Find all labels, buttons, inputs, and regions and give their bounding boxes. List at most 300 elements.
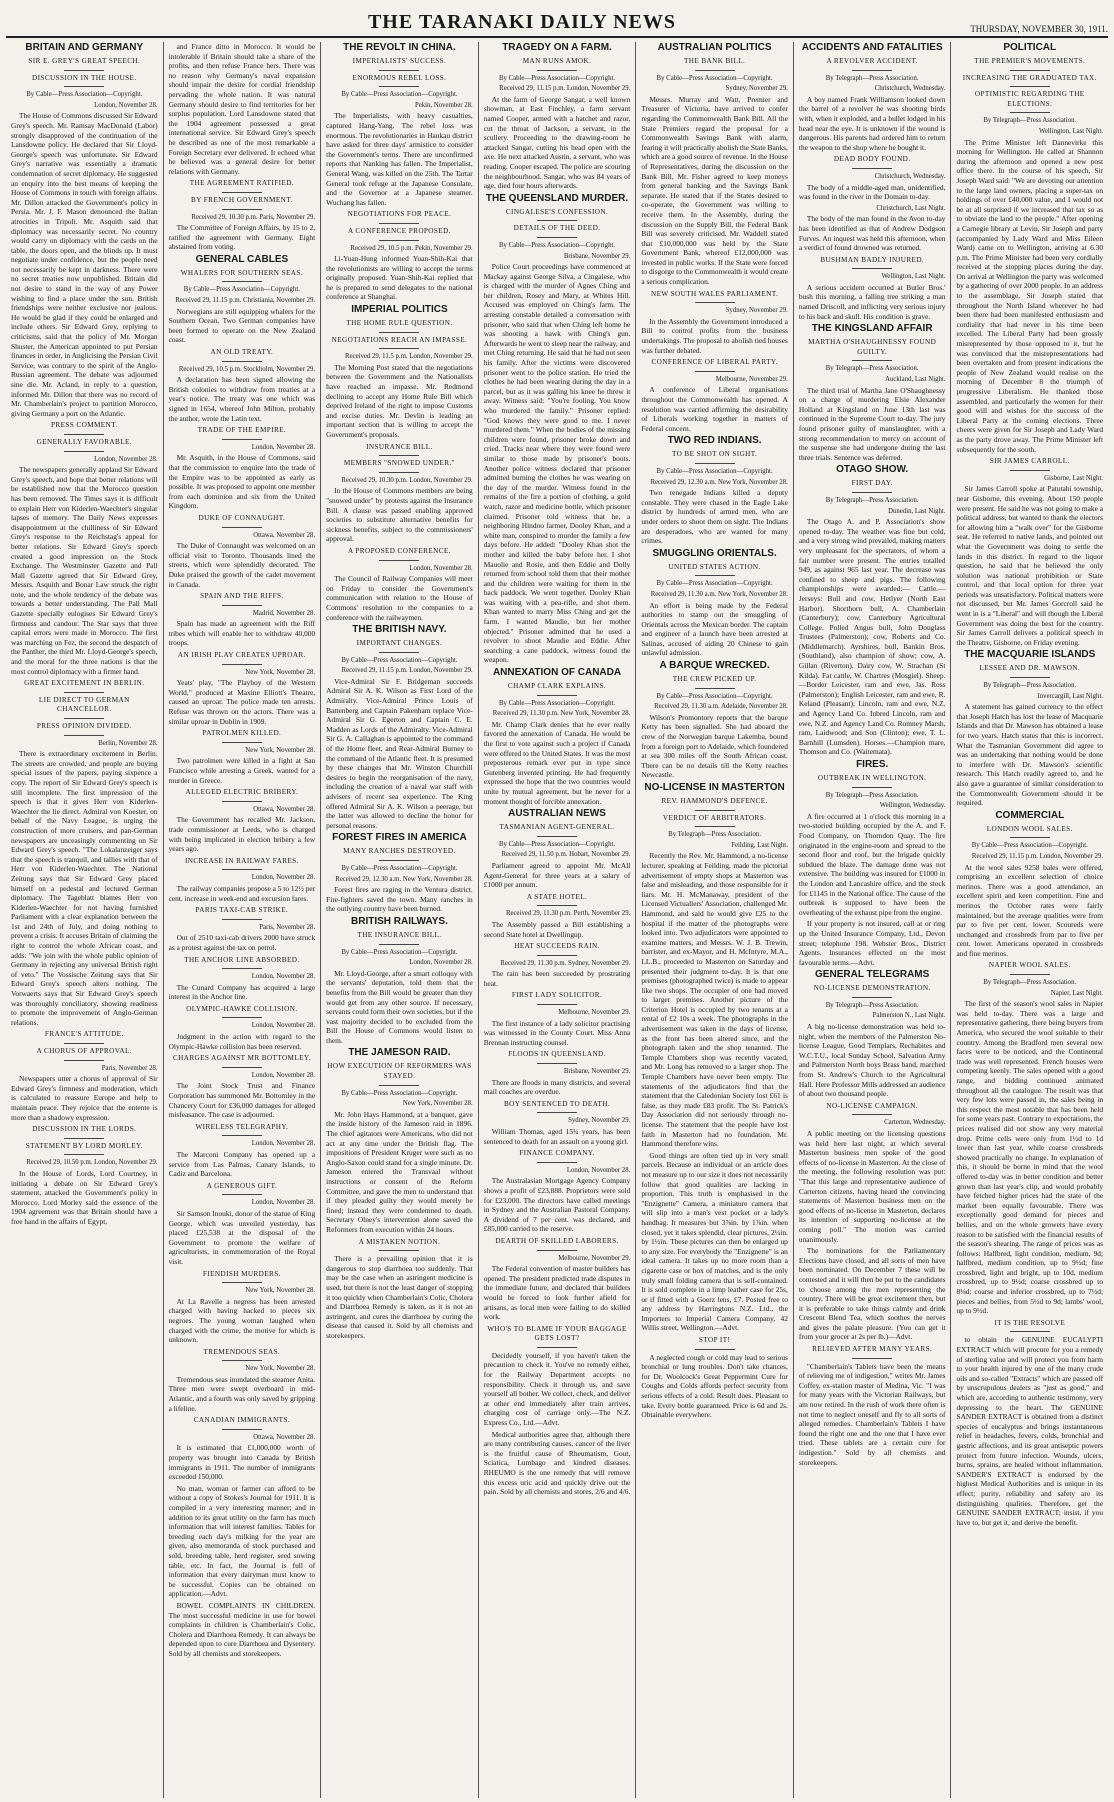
divider bbox=[379, 86, 419, 87]
article-subheading: FRANCE'S ATTITUDE. bbox=[44, 1030, 124, 1039]
article-body: Forest fires are raging in the Ventura district. Fire-fighters saved the town. Many ranches in the outlying country have been burned. bbox=[326, 885, 473, 914]
article-byline: By Cable—Press Association—Copyright. bbox=[971, 842, 1088, 850]
article-subheading: A REVOLVER ACCIDENT. bbox=[826, 57, 918, 65]
article-body: The Otago A. and P. Association's show opened to-day. The weather was fine but cold, and a very strong wind prevailed, making matters very unpleasant for the spectators, of whom a fair number were present. The entries totalled 949, as against 965 last year. The decrease was confined to sheep and pigs. The following championships were awarded:— Cattle.—Jerseys: Bull and cow, Hetlyer (North East Harbor). Shorthorn bull, A. Chamberlain (Canterbury); cow, Canterbury Agricultural College. Polled Angus bull, John Douglass Trustees (Palmerston); cow, Roberts and Co. (Middlemarch). Ayrshires, bull, Bankin Bros. (Southland), also champion of show; cow, A. Gillan (Riverton). Dairy cow, W. Strachan (St Kilda). Fat cattle, W. Chartres (Mosgiel). Sheep.—Border Leicester, ram and ewe, Jas. Ross (Palmerston); English Leicester, ram and ewe, R. Keland (Pleasant); Lincoln, ram and ewe, N.Z. and Agency Land Co. Inbred Lincoln, ram and ewe, N.Z. and Agency Land Co. Romney Marsh, ram, Laidwood; and Son (Clinton); ewe, T. L. Barnhill (Lumsden). Horses.—Champion mare, Thomson and Co. (Waitemata). bbox=[798, 517, 946, 757]
article bbox=[169, 179, 316, 252]
article-subheading: MEMBERS "SNOWED UNDER." bbox=[343, 459, 455, 468]
article bbox=[326, 1238, 473, 1341]
issue-date: THURSDAY, NOVEMBER 30, 1911. bbox=[970, 24, 1108, 34]
article bbox=[484, 991, 631, 1047]
article-dateline: Received 29, 10.50 p.m. London, November 29. bbox=[26, 1159, 158, 1167]
article-subheading: AN OLD TREATY. bbox=[210, 348, 274, 357]
article bbox=[326, 210, 473, 302]
article-body: Medical authorities agree that, although there are many contributing causes, cancer of the liver is the fruitful cause of Rheumatism, Gout, Sciatica, Lumbago and kindred diseases. RHEUMO is the one remedy that will remove this excess uric acid and quickly drive out the pain. Sold by all chemists and stores, 2/6 and 4/6. bbox=[483, 1429, 631, 1497]
article-dateline: Christchurch, Wednesday. bbox=[874, 85, 946, 93]
article bbox=[484, 1430, 631, 1497]
article-byline: By Cable—Press Association—Copyright. bbox=[341, 1089, 458, 1097]
article-body: Yeats' play, "The Playboy of the Western World," produced at Maxine Elliott's Theatre, caused an uproar. The police made ten arrests. Refuse was thrown on the actors. There was a similar uproar in Dublin in 1909. bbox=[168, 678, 316, 726]
article-dateline: New York, November 28. bbox=[402, 1100, 473, 1108]
divider bbox=[852, 492, 892, 493]
article-dateline: London, November 28. bbox=[251, 1199, 316, 1207]
article bbox=[956, 649, 1103, 807]
article-body: Mr. Asquith, in the House of Commons, said that the commission to enquire into the trade of the Empire was to be appointed as early as possible. It was proposed to appoint one member from each dominion and six from the United Kingdom. bbox=[168, 453, 316, 511]
article-subheading: WHALERS FOR SOUTHERN SEAS. bbox=[180, 268, 303, 277]
article-subheading: A MISTAKEN NOTION. bbox=[358, 1237, 441, 1246]
article-body: The railway companies propose a 5 to 12½ per cent. increase in week-end and excursion fares. bbox=[168, 883, 316, 903]
divider bbox=[222, 919, 262, 920]
article bbox=[799, 204, 946, 253]
article-byline: By Cable—Press Association—Copyright. bbox=[656, 580, 773, 588]
article bbox=[11, 1030, 158, 1122]
article-body: The body of the man found in the Avon to-day has been identified as that of Andrew Dodgson Furves. An inquest was held this afternoon, when a verdict of found drowned was returned. bbox=[798, 214, 946, 253]
article-body: An effort is being made by the Federal authorities to stamp out the smuggling of Orientals across the Mexican border. The captain and engineer of a launch have been arrested at Salinas, accused of aiding 20 Chinese to gain unlawful admission. bbox=[641, 600, 788, 658]
article bbox=[169, 42, 316, 176]
article-dateline: Brisbane, November 29. bbox=[563, 1068, 631, 1076]
column-7 bbox=[951, 42, 1108, 1798]
article-body: A public meeting on the licensing questions was held here last night, at which several Masterton business men spoke of the good effects of no-license in Masterton. At the close of the meeting, the following resolution was put: "That this large and representative audience of Carterton citizens, having heard the convincing statements of Masterton business men on the good effects of no-license in Masterton, declares its intention of supporting no-license at the coming poll." The motion was carried unanimously. bbox=[798, 1129, 946, 1244]
divider bbox=[537, 1250, 577, 1251]
article bbox=[484, 42, 631, 191]
article-subheading: FIRST DAY. bbox=[851, 479, 893, 488]
article-body: The body of a middle-aged man, unidentified, was found in the river in the Domain to-day. bbox=[798, 182, 946, 202]
article bbox=[169, 1005, 316, 1051]
article-body: The Cunard Company has acquired a large interest in the Anchor line. bbox=[168, 982, 316, 1002]
article-subheading: STATEMENT BY LORD MORLEY. bbox=[25, 1141, 143, 1150]
article-subheading: PARIS TAXI-CAB STRIKE. bbox=[195, 906, 289, 915]
article bbox=[169, 956, 316, 1002]
divider bbox=[222, 664, 262, 665]
article bbox=[169, 857, 316, 903]
column-2 bbox=[164, 42, 322, 1798]
article-dateline: Ottawa, November 28. bbox=[253, 531, 316, 539]
article-dateline: Palmerston N., Last Night. bbox=[872, 1012, 946, 1020]
article-body: The Duke of Connaught was welcomed on an official visit to Toronto. Thousands lined the streets, which were splendidly decorated. The Duke praised the growth of the cadet movement in Canada. bbox=[168, 541, 316, 589]
article bbox=[484, 667, 631, 806]
divider bbox=[64, 1060, 104, 1061]
article-body: A fire occurred at 1 o'clock this morning in a two-storied building occupied by the A. and F. Food Company, on Thorndon Quay. The fire originated in the engine-room and spread to the second floor and roof, but the brigade quickly subdued the blaze. The damage done was not extensive. The building was insured for £1000 in the London and Lancashire office, and the stock for £1145 in the National office. The cause of the outbreak is supposed to have been the overheating of the exhaust pipe from the engine. bbox=[798, 811, 946, 917]
article-body: Sir Samson Inouki, donor of the statue of King George, which was unveiled yesterday, has placed £25,538 at the disposal of the Government to promote the welfare of agriculturists, in commemoration of the Royal visit. bbox=[168, 1208, 316, 1266]
divider bbox=[64, 86, 104, 87]
article bbox=[956, 961, 1103, 1315]
article-body: Good things are often tied up in very small parcels. Because an individual or an article does not measure up to our size it does not necessarily follow that good qualities are lacking in proportion. This truth is emphasised in the "Enzignette" Camera, a miniature camera that will slip into a man's vest pocket or a lady's handbag. It measures but 3⅞in. by 1⅞in. when closed, yet it takes splendid, clear pictures, 2¼in. by 1½in. These pictures can then be enlarged up to any size. For everybody the "Enzignette" is an ideal camera. It takes up no more room than a cigarette case or box of matches, and is the only truly small folding camera that is self-contained. It is sold complete in a limp leather case for 25s, or if fitted with a Goerz lens, £7. Posted free to any address by Harringtons N.Z. Ltd., the Importers to Imperial Camera Company, 42 Willis street, Wellington.—Advt. bbox=[641, 1150, 788, 1333]
article-dateline: Melbourne, November 29. bbox=[558, 1254, 631, 1262]
article-subheading: IT IS THE RESOLVE bbox=[994, 1318, 1066, 1327]
article-body: There are floods in many districts, and several mail coaches are overdue. bbox=[483, 1077, 631, 1097]
newspaper-title: THE TARANAKI DAILY NEWS bbox=[367, 11, 677, 33]
divider bbox=[379, 455, 419, 456]
article-dateline: Feilding, Last Night. bbox=[731, 841, 788, 849]
article-subheading: SIR JAMES CARROLL. bbox=[989, 457, 1070, 466]
article-body: It is estimated that £1,000,000 worth of property was brought into Canada by British immigrants in 1911. The number of immigrants exceeded 150,000. bbox=[168, 1443, 316, 1482]
article-subheading: DISCUSSION IN THE LORDS. bbox=[32, 1125, 137, 1134]
article bbox=[641, 1336, 788, 1420]
article-byline: By Cable—Press Association—Copyright. bbox=[656, 467, 773, 475]
divider bbox=[379, 223, 419, 224]
divider bbox=[222, 527, 262, 528]
divider bbox=[695, 826, 735, 827]
divider bbox=[1010, 470, 1050, 471]
article-subheading: NO-LICENSE DEMONSTRATION. bbox=[813, 984, 931, 993]
article bbox=[641, 782, 788, 1149]
article-body: Judgment in the action with regard to the Olympic-Hawke collision has been reserved. bbox=[168, 1032, 316, 1051]
article-subheading: SPAIN AND THE RIFFS. bbox=[200, 592, 284, 601]
article-dateline: Received 29, 11.15 p.m. London, November 29. bbox=[499, 85, 631, 93]
article bbox=[799, 464, 946, 757]
article-subheading: PATROLMEN KILLED. bbox=[202, 729, 282, 738]
divider bbox=[537, 70, 577, 71]
article-body: Out of 2510 taxi-cab drivers 2000 have struck as a protest against the tax on petrol. bbox=[168, 933, 316, 952]
article-body: The rain has been succeeded by prostrating heat. bbox=[483, 969, 631, 988]
article-heading: FIRES. bbox=[856, 759, 889, 770]
divider bbox=[852, 787, 892, 788]
divider bbox=[222, 968, 262, 969]
article-dateline: London, November 28. bbox=[94, 101, 158, 109]
article-subheading: ENORMOUS REBEL LOSS. bbox=[352, 73, 447, 82]
article-body: Two patrolmen were killed in a fight at San Francisco while arresting a Greek, wanted for a murder in Greece. bbox=[168, 756, 316, 785]
article-body: In the Assembly the Government introduced a Bill to control profits from the business undertakings. The proposal to abolish tied houses was further debated. bbox=[641, 316, 788, 355]
article-dateline: Paris, November 28. bbox=[259, 923, 316, 931]
article-subheading: TO BE SHOT ON SIGHT. bbox=[671, 450, 758, 459]
article-subheading: DEAD BODY FOUND. bbox=[833, 155, 911, 164]
divider bbox=[695, 70, 735, 71]
article-heading: GENERAL TELEGRAMS bbox=[815, 969, 930, 981]
divider bbox=[222, 801, 262, 802]
article-dateline: London, November 28. bbox=[251, 1071, 316, 1079]
article-dateline: Melbourne, November 29. bbox=[715, 375, 788, 383]
article bbox=[799, 42, 946, 152]
divider bbox=[222, 605, 262, 606]
article-byline: By Cable—Press Association—Copyright. bbox=[341, 864, 458, 872]
divider bbox=[537, 836, 577, 837]
article bbox=[169, 1182, 316, 1267]
divider bbox=[852, 360, 892, 361]
article-subheading: LIE DIRECT TO GERMAN CHANCELLOR. bbox=[38, 695, 130, 714]
article-dateline: New York, November 28. bbox=[245, 1287, 316, 1295]
divider bbox=[222, 281, 262, 282]
article-subheading: THE CREW PICKED UP. bbox=[672, 675, 757, 684]
article-subheading: AN IRISH PLAY CREATES UPROAR. bbox=[177, 651, 306, 660]
article-byline: By Telegraph—Press Association. bbox=[983, 117, 1077, 125]
article-heading: THE JAMESON RAID. bbox=[348, 1047, 451, 1059]
divider bbox=[1010, 112, 1050, 113]
article-dateline: Received 29, 10.30 p.m. London, November 29. bbox=[341, 476, 473, 484]
article-subheading: LESSEE AND DR. MAWSON. bbox=[979, 664, 1081, 673]
article-dateline: Napier, Last Night. bbox=[1050, 989, 1104, 997]
article-subheading: MANY RANCHES DESTROYED. bbox=[343, 847, 456, 856]
article-dateline: Christchurch, Last Night. bbox=[876, 204, 946, 212]
article-dateline: Received 29, 11.5 p.m. London, November 29. bbox=[345, 353, 473, 361]
article-dateline: Ottawa, November 28. bbox=[253, 1433, 316, 1441]
article bbox=[169, 651, 316, 726]
divider bbox=[379, 1085, 419, 1086]
article-subheading: MARTHA O'SHAUGHNESSY FOUND GUILTY. bbox=[808, 338, 937, 356]
article-body: The third trial of Martha Jane O'Shaughnessy on a charge of murdering Elsie Alexander Holland at Kingsland on June 13th last was continued in the Supreme Court to-day. The jury found prisoner guilty of manslaughter, with a strong recommendation to mercy on account of the suspense she had undergone during the last three trials. Sentence was deferred. bbox=[798, 385, 946, 462]
article-body: Vice-Admiral Sir F. Bridgeman succeeds Admiral Sir A. K. Wilson as First Lord of the Admiralty. Vice-Admiral Prince Louis of Battenberg and Captain Pakenham replace Vice-Admiral Sir G. Egerton and Captain C. E. Madden as Lords of the Admiralty. Vice-Admiral Sir G. A. Callaghan is appointed to the command of the Home fleet, and Rear-Admiral Burney to the command of the Atlantic fleet. It is presumed by these changes that Mr. Winston Churchill desires to begin the reorganisation of the navy, including the creation of a naval war staff with advisers of recent sea experience. The King offered Admiral Sir A. K. Wilson a peerage, but the latter was allowed to decline the honor for personal reasons. bbox=[326, 676, 473, 830]
divider bbox=[379, 860, 419, 861]
article bbox=[11, 679, 158, 1027]
article-byline: By Cable—Press Association—Copyright. bbox=[498, 74, 616, 82]
article-body: Recently the Rev. Mr. Hammond, a no-license lecturer, speaking at Feilding, made the pictorial advertisement of empty shops at Masterton was false and misleading, and those responsible for it liars. Mr. H. McManaway, president of the Licensed Victuallers' Association, challenged Mr. Hammond, and said he would give £25 to the hospital if the matter of the photographs were looked into. Two adjudicators were appointed to examine matters, and Messrs. W. J. B. Trewin, barrister, and ex-Mayor, and H. McIntyre, M.A., LL.B., proceeded to Masterton on Saturday and presented their judgment to-day. It is that one premises (photographed twice) is made to appear like two shops. The occupier of one had moved to larger premises. Another picture of the Criterion Hotel is occupied by two tenants at a rental of £2 10s a week. The photographs in the advertisement was taken in the days of license, as the front has been altered since, and the photograph taken and the shop tenanted. The Temple Chambers shop was recently vacated, and Mr. Long has removed to a larger shop. The Temple Chambers have never been empty. The statements of the adjudicators find that the statement that the Caledonian Society lost £61 is false, as they made £83 profit. The St. Patrick's Day Association did not seriously through no-license. The statement that the people have lost faith in Masterton had no foundation. Mr. Hammond therefore wins. bbox=[641, 851, 788, 1149]
article-dateline: Invercargill, Last Night. bbox=[1037, 692, 1104, 700]
article-dateline: Berlin, November 28. bbox=[98, 739, 158, 747]
article-dateline: Melbourne, November 29. bbox=[558, 1009, 631, 1017]
article-dateline: Received 29, 11.30 p.m. Perth, November 29. bbox=[505, 910, 631, 918]
article-dateline: New York, November 28. bbox=[245, 668, 316, 676]
article-subheading: FLOODS IN QUEENSLAND. bbox=[508, 1050, 606, 1059]
article-dateline: Brisbane, November 29. bbox=[563, 252, 631, 260]
article-byline: By Telegraph—Press Association. bbox=[825, 1001, 919, 1009]
article-body: The Assembly passed a Bill establishing a second State hotel at Dwellingup. bbox=[483, 919, 631, 939]
divider bbox=[222, 1429, 262, 1430]
divider bbox=[1010, 1331, 1050, 1332]
article-subheading: VERDICT OF ARBITRATORS. bbox=[662, 813, 767, 822]
article-subheading: STOP IT! bbox=[698, 1336, 731, 1345]
article-heading: A BARQUE WRECKED. bbox=[659, 660, 770, 672]
article-dateline: London, November 28. bbox=[251, 973, 316, 981]
article-subheading: THE INSURANCE BILL. bbox=[357, 930, 442, 939]
article-body: In the House of Commons members are being "snowed under" by protests against the Insurance Bill. A clause was passed enabling approved societies to substitute alternative benefits for sickness benefits, subject to the commissioners' approval. bbox=[326, 486, 473, 544]
divider bbox=[537, 695, 577, 696]
divider bbox=[1010, 974, 1050, 975]
article-subheading: GENERALLY FAVORABLE. bbox=[36, 437, 132, 446]
article-body: Mr. Champ Clark denies that he ever really favored the annexation of Canada. He would be the first to vote against such a project if Canada were offered to the United States. It was the most preposterous remark ever put in type since Gutenberg invented printing. He had frequently expressed the hope that the two countries would unite by mutual agreement, but he never for a moment thought of forcible annexation. bbox=[483, 719, 631, 806]
masthead bbox=[6, 6, 1108, 38]
article-subheading: OUTBREAK IN WELLINGTON. bbox=[817, 774, 927, 782]
article bbox=[484, 893, 631, 939]
article-subheading: ALLEGED ELECTRIC BRIBERY. bbox=[185, 788, 299, 797]
article-body: Parliament agreed to appoint Mr. McAll Agent-General for three years at a salary of £1000 per annum. bbox=[483, 860, 631, 890]
article-subheading: GREAT EXCITEMENT IN BERLIN. bbox=[24, 679, 145, 688]
article-body: Wilson's Promontory reports that the barque Ketty has been signalled. She had aboard the crew of the Norwegian barque Lakemba, bound from a foreign port to Adelaide, which foundered at sea 300 miles off the South African coast. There can be no details till the Ketty reaches Newcastle. bbox=[641, 712, 788, 780]
divider bbox=[1010, 837, 1050, 838]
article-body: The first instance of a lady solicitor practising was witnessed in the County Court. Miss Anna Brennan instructing counsel. bbox=[483, 1018, 631, 1047]
article-body: Decidedly yourself, if you haven't taken the precaution to check it. You've no remedy either, for the Railway Department accepts no responsibility. Check it through us, and save yourself all bother. We collect, check, and deliver at other end immediately after train arrives, charging cost of carriage only.—The N.Z. Express Co., Ltd.—Advt. bbox=[483, 1350, 631, 1428]
article bbox=[326, 624, 473, 830]
article bbox=[956, 810, 1103, 959]
article bbox=[956, 457, 1103, 647]
article-body: The Prime Minister left Dannevirke this morning for Wellington. He called at Shannon during the afternoon and opened a new post office there. In the course of his speech, Sir Joseph Ward said: "We are devoting our attention to the large land owners, placing a super-tax on holdings of over £40,000 value, and I would not be at all surprised if we increased that tax so as to obviate the land to the people." After opening a Carnegie library at Levin, Sir Joseph and party (accompanied by Lady Ward and Miss Eileen Ward) came on to Wellington, arriving at 6.30 p.m. The Prime Minister had been very cordially received at the stopping places during the day. On arrival at Wellington the party was welcomed by a gathering of over 2000 people. In an address to the assemblage, Sir Joseph stated that throughout the North Island wherever he had been there had been manifested enthusiasm and cordiality that had never in his time been excelled. The Liberal Party had been grossly misrepresented by those opposed to it, but he was convinced that the misrepresentations had been overtaken and from present indications the people of New Zealand would realise on the morning of December 8 the triumph of progressive Liberalism. He thanked those assembled, and particularly the women for their good will and wishes for the success of the Liberal Party at the coming elections. Three cheers were given for Sir Joseph and Lady Ward as the party drove away. The Prime Minister left subsequently for the south. bbox=[956, 137, 1104, 454]
divider bbox=[379, 70, 419, 71]
article-body: The Joint Stock Trust and Finance Corporation has summoned Mr. Bottomley in the Chancery Court for £36,000 damages for alleged misfeasance. The case is adjourned. bbox=[168, 1081, 316, 1120]
article bbox=[169, 1123, 316, 1179]
article bbox=[484, 808, 631, 890]
article-byline: By Cable—Press Association—Copyright. bbox=[656, 74, 773, 82]
article-dateline: Christchurch, Wednesday. bbox=[874, 172, 946, 180]
divider bbox=[222, 209, 262, 210]
article-byline: By Cable—Press Association—Copyright. bbox=[26, 91, 143, 99]
article-body: Mr. John Hays Hammond, at a banquet, gave the inside history of the Jameson raid in 1896. The chief agitators were Americans, who did not act at any time under the British flag. The impositions of President Kruger were such as no Anglo-Saxon could stand for a single minute. Dr. Jameson entered the Transvaal without instructions or consent of the Reform Committee, and gave the men to understand that if they pleaded guilty they would merely be fined; instead they were condemned to death. Secretary Olney's intervention alone saved the Reformers from execution within 24 hours. bbox=[326, 1109, 473, 1234]
article-body: A conference of Liberal organisations throughout the Commonwealth has opened. A resolution was carried affirming the desirability of Liberals working together in matters of Federal concern. bbox=[641, 385, 788, 433]
article bbox=[326, 1047, 473, 1234]
article-subheading: CINGALESE'S CONFESSION. bbox=[505, 207, 609, 216]
divider bbox=[537, 955, 577, 956]
divider bbox=[64, 1154, 104, 1155]
article bbox=[641, 548, 788, 658]
article-subheading: RELIEVED AFTER MANY YEARS. bbox=[812, 1345, 933, 1354]
divider bbox=[852, 168, 892, 169]
article bbox=[169, 514, 316, 589]
article-heading: ACCIDENTS AND FATALITIES bbox=[801, 42, 943, 53]
article-subheading: THE AGREEMENT RATIFIED. bbox=[189, 179, 295, 188]
column-1 bbox=[6, 42, 164, 1798]
article-dateline: Sydney, November 29. bbox=[725, 85, 788, 93]
article-body: The nominations for the Parliamentary Elections have closed, and all sorts of men have been nominated. On December 7 these will be contested and it will then be put to the candidates to choose among the men representing the country. There will be great excitement then, but it is preferable to take things calmly and drink Crescent Blend Tea, which soothes the nerves and gives the palate pleasure. (You can get it from your grocer at 2s per lb.)—Advt. bbox=[798, 1246, 946, 1342]
article bbox=[169, 348, 316, 423]
article-body: and France ditto in Morocco. It would be intolerable if Britain should take a share of the profits, and then refuse France hers. There was no reason why Germany's naval expansion should impair the desire for cordial friendship pervading the whole nation. It was natural Germany should desire to find territories for her surplus population. Lord Lansdowne stated that the 1904 agreement possessed a great international service. Sir Edward Grey's speech he described as one of the most remarkable a Foreign Secretary ever delivered. It echoed what he believed was a general desire for better relations with Germany. bbox=[168, 42, 316, 176]
article-dateline: Received 29, 11.50 p.m. Hobart, November 29. bbox=[501, 851, 631, 859]
article bbox=[326, 443, 473, 544]
article-dateline: Madrid, November 28. bbox=[252, 609, 316, 617]
divider bbox=[222, 1282, 262, 1283]
article-heading: SMUGGLING ORIENTALS. bbox=[652, 547, 777, 559]
article bbox=[11, 421, 158, 676]
article-body: The Government has recalled Mr. Jackson, trade commissioner at Leeds, who is charged with being implicated in election bribery a few years ago. bbox=[168, 815, 316, 854]
article bbox=[641, 42, 788, 287]
article bbox=[641, 1151, 788, 1333]
article-dateline: Paris, November 28. bbox=[101, 1064, 158, 1072]
article-byline: By Telegraph—Press Association. bbox=[825, 496, 919, 504]
divider bbox=[852, 997, 892, 998]
article-subheading: FINANCE COMPANY. bbox=[519, 1149, 595, 1158]
article bbox=[169, 1348, 316, 1414]
article bbox=[484, 1050, 631, 1096]
article-subheading: THE PREMIER'S MOVEMENTS. bbox=[974, 57, 1086, 65]
article-heading: FOREST FIRES IN AMERICA bbox=[332, 832, 467, 844]
article bbox=[484, 1149, 631, 1234]
article-body: The Council of Railway Companies will meet on Friday to consider the Government's communication with relation to the House of Commons' resolution to the companies to a conference with the railwaymen. bbox=[326, 574, 473, 622]
divider bbox=[1010, 677, 1050, 678]
divider bbox=[379, 652, 419, 653]
article-dateline: Received 29, 12.30 a.m. New York, November 28. bbox=[335, 875, 473, 883]
divider bbox=[64, 692, 104, 693]
divider bbox=[537, 1162, 577, 1163]
article-heading: THE KINGSLAND AFFAIR bbox=[811, 323, 933, 335]
article bbox=[799, 919, 946, 967]
article-body: If your property is not insured, call at or ring up the United Insurance Company, Ltd., Devon street; telephone 198. Webster Bros., District Agents. Insurances effected on the most favourable terms.—Advt. bbox=[798, 919, 946, 967]
column-5 bbox=[636, 42, 794, 1798]
article bbox=[169, 1601, 316, 1659]
article-body: Sir James Carroll spoke at Patutahi township, near Gisborne, this evening. About 150 people were present. He said he was not going to make a political address, but wanted to thank the electors for allowing him a "walk over" for the Gisborne seat. He referred to native lands, and pointed out what the Government was doing to settle the lands in this district. In regard to the liquor question, he said that he believed the only solution was national prohibition or State control, and that local option for three year periods was unsatisfactory. Political matters were not discussed, but Mr. James Gorcroll said he went in is a "Liberal" and will though the Liberal Government was doing the best for the country. Sir James Carroll delivers a political speech in the Theatre, Gisborne, on Friday evening. bbox=[956, 484, 1104, 647]
article-subheading: DISCUSSION IN THE HOUSE. bbox=[32, 73, 137, 82]
article bbox=[484, 193, 631, 665]
article bbox=[484, 1237, 631, 1322]
article-body: Messrs. Murray and Watt, Premier and Treasurer of Victoria, have arrived to confer regarding the Commonwealth Bank Bill. All the State Premiers regard the proposal for a Commonwealth Savings Bank with alarm, fearing it will practically abolish the State Banks, which are a good source of revenue. In the House of Representatives, during the discussion on the Bank Bill, Mr. Fisher agreed to keep moneys from general banking and the Savings Bank separate. He stated that if the States desired to co-operate, the Government was willing to receive them. In the Assembly, during the discussion on the Supply Bill, the Federal Bank Bill was severely criticised. Mr. Waddell stated that £10,000,000 was held by the State Government Bank, whereof £12,000,000 was invested in public works. If the State were forced to disgorge to the Commonwealth it would create a serious complication. bbox=[641, 94, 788, 287]
article-body: Li-Yuan-Hung informed Yuan-Shih-Kai that the revolutionists are willing to accept the terms originally proposed. Yuan-Shih-Kai replied that he is prepared to send delegates to the national conference at Shanghai. bbox=[326, 254, 473, 302]
article-subheading: WIRELESS TELEGRAPHY. bbox=[195, 1122, 289, 1131]
article-subheading: INSURANCE BILL. bbox=[366, 442, 433, 451]
article-body: The Marconi Company has opened up a service from Las Palmas, Canary Islands, to Cadiz and Barcelona. bbox=[168, 1150, 316, 1179]
divider bbox=[379, 944, 419, 945]
article-body: A boy named Frank Williamson looked down the barrel of a revolver he was shooting birds with, when it exploded, and a bullet lodged in his head near the eye. It is unknown if the wound is dangerous. His parents had ordered him to return the weapon to the shop where he bought it. bbox=[798, 94, 946, 152]
article-heading: COMMERCIAL bbox=[995, 809, 1065, 821]
article-subheading: DETAILS OF THE DEED. bbox=[513, 224, 601, 233]
article-subheading: TRADE OF THE EMPIRE. bbox=[197, 426, 287, 435]
article bbox=[11, 1125, 158, 1226]
article-body: The Federal convention of master builders has opened. The president predicted trade disputes in the immediate future, and declared that builders would be forced to look further afield for artisans, as local men were failing to do skilled work. bbox=[483, 1264, 631, 1322]
divider bbox=[64, 1138, 104, 1139]
article-subheading: TREMENDOUS SEAS. bbox=[203, 1347, 281, 1356]
article-body: William Thomas, aged 15¾ years, has been sentenced to death for an assault on a young girl. bbox=[483, 1127, 631, 1146]
article-subheading: CANADIAN IMMIGRANTS. bbox=[193, 1416, 290, 1425]
divider bbox=[537, 1004, 577, 1005]
divider bbox=[537, 237, 577, 238]
divider bbox=[537, 905, 577, 906]
article-heading: BRITISH RAILWAYS. bbox=[351, 915, 448, 927]
article-subheading: BOY SENTENCED TO DEATH. bbox=[503, 1099, 611, 1108]
article-body: The Committee of Foreign Affairs, by 15 to 2, ratified the agreement with Germany. Eight abstained from voting. bbox=[168, 223, 316, 252]
article-dateline: London, November 28. bbox=[251, 1022, 316, 1030]
article-subheading: WHO'S TO BLAME IF YOUR BAGGAGE GETS LOST? bbox=[487, 1324, 627, 1343]
article-heading: IMPERIAL POLITICS bbox=[351, 304, 448, 316]
divider bbox=[1010, 70, 1050, 71]
divider bbox=[537, 1063, 577, 1064]
article-dateline: London, November 28. bbox=[251, 443, 316, 451]
article-subheading: A STATE HOTEL. bbox=[526, 892, 588, 901]
article-subheading: HEAT SUCCEEDS RAIN. bbox=[514, 942, 600, 951]
article-subheading: MAN RUNS AMOK. bbox=[522, 57, 592, 65]
article bbox=[641, 660, 788, 780]
article-heading: TRAGEDY ON A FARM. bbox=[502, 42, 612, 53]
article-body: Newspapers utter a chorus of approval of Sir Edward Grey's firmness and moderation, which is calculated to reassure Europe and help to maintain peace. They rejoice that the entente is more than a shadowy expression. bbox=[11, 1074, 158, 1122]
article-dateline: Carterton, Wednesday. bbox=[884, 1119, 946, 1127]
article-subheading: BUSHMAN BADLY INJURED. bbox=[820, 255, 925, 264]
article-dateline: Received 29, 10.5 p.m. Pekin, November 29. bbox=[350, 244, 473, 252]
article-subheading: UNITED STATES ACTION. bbox=[668, 562, 761, 571]
divider bbox=[695, 575, 735, 576]
divider bbox=[695, 1349, 735, 1350]
article bbox=[326, 42, 473, 207]
article bbox=[799, 1246, 946, 1342]
article bbox=[799, 1102, 946, 1244]
article-subheading: FIRST LADY SOLICITOR. bbox=[511, 991, 603, 1000]
article-body: A neglected cough or cold may lead to serious bronchial or lung troubles. Don't take chances, for Dr. Woolcock's Great Peppermint Cure for Coughs and Colds affords perfect security from serious effects of a cold. Result does. Pleasant to take. Every bottle guaranteed. Price is 6d and 2s. Obtainable everywhere. bbox=[641, 1352, 788, 1420]
article-byline: By Telegraph—Press Association. bbox=[668, 831, 762, 839]
article-dateline: London, November 28. bbox=[94, 455, 158, 463]
article-body: Two renegade Indians killed a deputy constable. They were chased in the Eagle Lake district by hundreds of armed men, who are under orders to shoot them on sight. The Indians are desperadoes, who are wanted for many crimes. bbox=[641, 488, 788, 546]
article-byline: By Cable—Press Association—Copyright. bbox=[183, 286, 300, 294]
article bbox=[956, 42, 1103, 454]
article bbox=[169, 1270, 316, 1345]
article-body: A serious accident occurred at Butler Bros.' bush this morning, a falling tree striking a man named Driscoll, and inflicting very serious injury to his back and skull. His condition is grave. bbox=[798, 282, 946, 321]
article-dateline: London, November 28. bbox=[409, 959, 473, 967]
article bbox=[11, 42, 158, 418]
article-heading: BRITAIN AND GERMANY bbox=[25, 42, 144, 53]
column-3 bbox=[321, 42, 479, 1798]
divider bbox=[64, 434, 104, 435]
article-dateline: London, November 28. bbox=[251, 1140, 316, 1148]
article-subheading: IMPERIALISTS' SUCCESS. bbox=[352, 57, 447, 65]
article-subheading: FIENDISH MURDERS. bbox=[202, 1269, 281, 1278]
article-body: to obtain the GENUINE EUCALYPTI EXTRACT which will procure for you a remedy of sterling value and will protect you from harm to your health injured by one of the many crude oils and so-called "Extracts" which are passed off by unscrupulous dealers as "just as good," and which are, according to authentic testimony, very depressing to the heart. The GENUINE SANDER EXTRACT is obtained from a distinct species of eucalyptus and brings instantaneous relief in headaches, fevers, colds, bronchial and gastric affections, and its great antiseptic powers protect from future infection. Wounds, ulcers, burns, sprains, are healed without inflammation. SANDER'S EXTRACT is endorsed by the highest Medical Authorities and is unique in its effect; purity, reliability and safety are its distinguishing qualities. Therefore, get the GENUINE SANDER EXTRACT; insist, if you have to, but get it, and derive the benefit. bbox=[956, 1335, 1104, 1527]
article-subheading: A PROPOSED CONFERENCE. bbox=[348, 546, 451, 555]
divider bbox=[379, 560, 419, 561]
article-byline: By Cable—Press Association—Copyright. bbox=[341, 91, 458, 99]
columns bbox=[6, 42, 1108, 1798]
article-heading: OTAGO SHOW. bbox=[836, 464, 909, 476]
divider bbox=[537, 220, 577, 221]
article-subheading: THE HOME RULE QUESTION. bbox=[346, 319, 453, 328]
divider bbox=[852, 70, 892, 71]
article bbox=[799, 1345, 946, 1467]
article-subheading: CONFERENCE OF LIBERAL PARTY. bbox=[651, 358, 778, 367]
article-dateline: Received 29, 12.30 a.m. New York, November 28. bbox=[650, 478, 788, 486]
article bbox=[484, 942, 631, 988]
article bbox=[799, 155, 946, 201]
article-subheading: HOW EXECUTION OF REFORMERS WAS STAYED. bbox=[327, 1062, 472, 1081]
article-dateline: Wellington, Last Night. bbox=[1039, 127, 1104, 135]
divider bbox=[379, 1250, 419, 1251]
article-body: A big no-license demonstration was held to-night, when the members of the Palmerston No-license League, Good Templars, Rechabites and W.C.T.U., local Sunday School, Salvation Army and Palmerston North boys Brass band, marched from St. Andrew's Church to the Agricultural Hall. Here Professor Mills addressed an audience of about two thousand people. bbox=[798, 1022, 946, 1099]
